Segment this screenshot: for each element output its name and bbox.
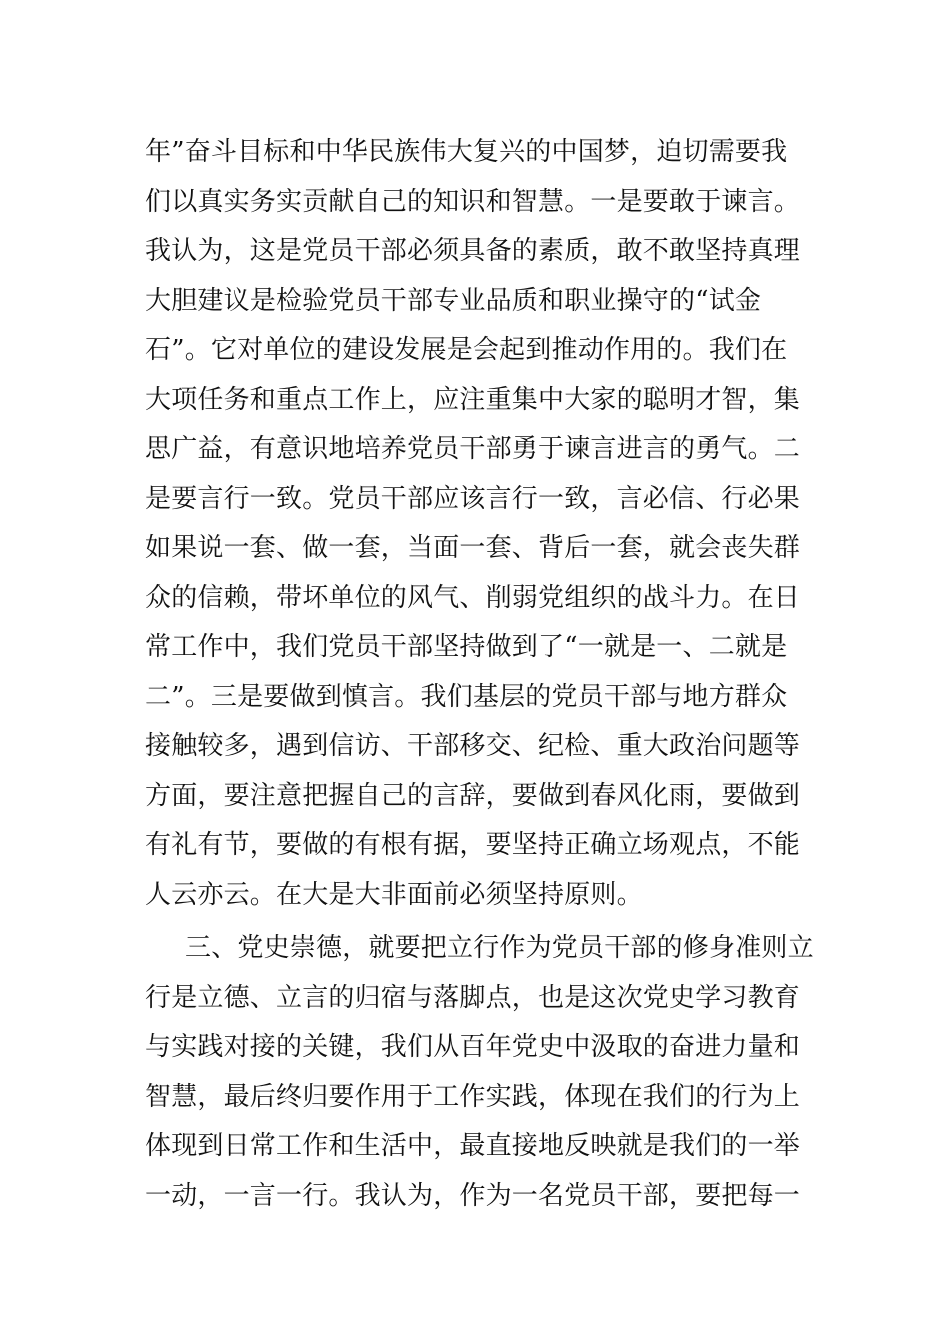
text-line: 行是立德、立言的归宿与落脚点，也是这次党史学习教育 bbox=[145, 982, 801, 1013]
text-line: 智慧，最后终归要作用于工作实践，体现在我们的行为上 bbox=[145, 1081, 801, 1112]
text-line: 众的信赖，带坏单位的风气、削弱党组织的战斗力。在日 bbox=[145, 582, 801, 613]
text-line: 有礼有节，要做的有根有据，要坚持正确立场观点，不能 bbox=[145, 830, 801, 860]
text-line: 年”奋斗目标和中华民族伟大复兴的中国梦，迫切需要我 bbox=[145, 137, 788, 167]
text-line: 思广益，有意识地培养党员干部勇于谏言进言的勇气。二 bbox=[145, 434, 801, 464]
text-line: 石”。它对单位的建设发展是会起到推动作用的。我们在 bbox=[145, 335, 788, 365]
text-line: 大胆建议是检验党员干部专业品质和职业操守的“试金 bbox=[145, 285, 762, 316]
text-line: 与实践对接的关键，我们从百年党史中汲取的奋进力量和 bbox=[145, 1032, 801, 1062]
body-text bbox=[145, 128, 815, 1221]
text-line: 们以真实务实贡献自己的知识和智慧。一是要敢于谏言。 bbox=[145, 186, 801, 217]
text-line: 一动，一言一行。我认为，作为一名党员干部，要把每一 bbox=[145, 1180, 801, 1211]
text-line: 三、党史崇德，就要把立行作为党员干部的修身准则立 bbox=[185, 933, 814, 963]
text-line: 接触较多，遇到信访、干部移交、纪检、重大政治问题等 bbox=[145, 731, 801, 761]
text-line: 二”。三是要做到慎言。我们基层的党员干部与地方群众 bbox=[145, 681, 788, 712]
text-line: 人云亦云。在大是大非面前必须坚持原则。 bbox=[145, 879, 643, 910]
text-line: 体现到日常工作和生活中，最直接地反映就是我们的一举 bbox=[145, 1131, 801, 1161]
text-line: 大项任务和重点工作上，应注重集中大家的聪明才智，集 bbox=[145, 384, 801, 415]
text-line: 方面，要注意把握自己的言辞，要做到春风化雨，要做到 bbox=[145, 780, 801, 811]
text-line: 我认为，这是党员干部必须具备的素质，敢不敢坚持真理 bbox=[145, 236, 801, 266]
text-line: 是要言行一致。党员干部应该言行一致，言必信、行必果 bbox=[145, 483, 801, 514]
text-line: 常工作中，我们党员干部坚持做到了“一就是一、二就是 bbox=[145, 632, 788, 662]
text-line: 如果说一套、做一套，当面一套、背后一套，就会丧失群 bbox=[145, 533, 801, 563]
